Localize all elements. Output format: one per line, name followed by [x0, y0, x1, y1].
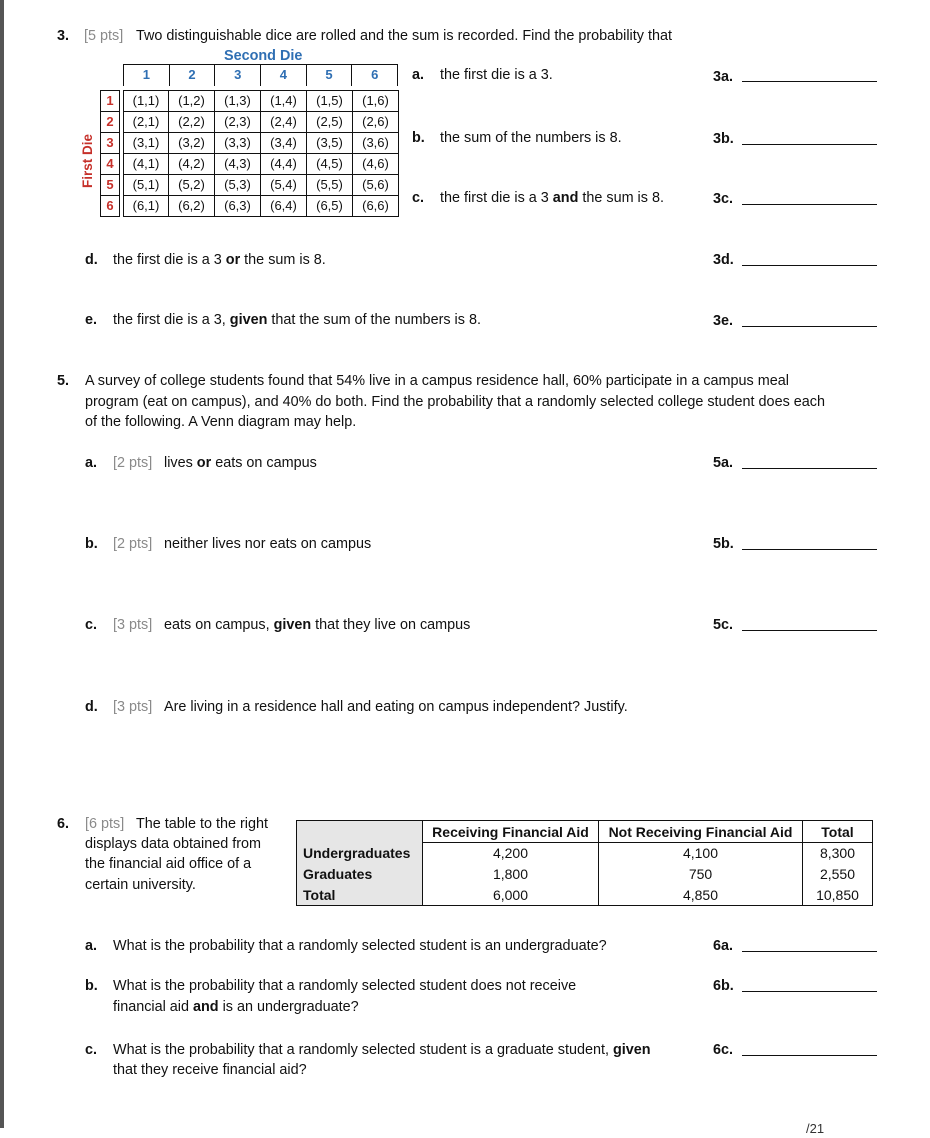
dice-row-header: 1: [100, 90, 120, 111]
q3-number: 3.: [57, 28, 70, 44]
dice-cell: (5,1): [123, 174, 169, 195]
dice-row: [100, 132, 399, 153]
dice-cell: (4,2): [169, 153, 215, 174]
q6-points: [6 pts]: [85, 816, 125, 832]
first-die-label: First Die: [80, 133, 95, 188]
dice-cell: (6,5): [307, 195, 353, 217]
dice-row-header: 4: [100, 153, 120, 174]
dice-cell: (6,2): [169, 195, 215, 217]
dice-cell: (3,2): [169, 132, 215, 153]
q5-number: 5.: [57, 373, 70, 389]
q5a-points: [2 pts]: [113, 455, 153, 471]
q5b-text: neither lives nor eats on campus: [164, 536, 372, 552]
q6c-text-pre: What is the probability that a randomly selected student is a graduate student,: [113, 1042, 613, 1058]
q6c-letter: c.: [85, 1042, 98, 1058]
q6b-text-pre: financial aid: [113, 999, 193, 1015]
q5b-points: [2 pts]: [113, 536, 153, 552]
q3a-answer-line[interactable]: [742, 81, 877, 82]
page-number-fragment: /21: [806, 1121, 825, 1136]
dice-row: [100, 174, 399, 195]
q6-number: 6.: [57, 816, 70, 832]
q5a-answer-line[interactable]: [742, 468, 877, 469]
q5c-answer-line[interactable]: [742, 630, 877, 631]
table-cell: 4,850: [599, 885, 803, 906]
q3c-text-post: the sum is 8.: [578, 190, 664, 206]
dice-cell: (3,3): [215, 132, 261, 153]
table-row-label: Graduates: [297, 864, 423, 885]
dice-cell: (5,3): [215, 174, 261, 195]
q5d-text: Are living in a residence hall and eating on campus independent? Justify.: [164, 699, 628, 715]
dice-cell: (5,2): [169, 174, 215, 195]
dice-row: [100, 195, 399, 216]
dice-cell: (6,3): [215, 195, 261, 217]
dice-col-header: 3: [215, 65, 261, 86]
q3a-letter: a.: [412, 67, 425, 83]
q6b-answer-label: 6b.: [713, 978, 734, 994]
dice-cell: (5,4): [261, 174, 307, 195]
dice-row-header: 5: [100, 174, 120, 195]
q6b-text-bold: and: [193, 999, 219, 1015]
q5b-answer-line[interactable]: [742, 549, 877, 550]
q3e-text-post: that the sum of the numbers is 8.: [267, 312, 481, 328]
q3c-letter: c.: [412, 190, 425, 206]
table-row: [297, 864, 873, 885]
table-cell: 2,550: [803, 864, 873, 885]
q3c-text-bold: and: [552, 190, 579, 206]
q6c-answer-line[interactable]: [742, 1055, 877, 1056]
dice-row-header: 6: [100, 195, 120, 217]
table-header: Receiving Financial Aid: [423, 821, 599, 843]
q3d-answer-line[interactable]: [742, 265, 877, 266]
q5-prompt-line2: program (eat on campus), and 40% do both. Find the probability that a randomly selected college student does each: [85, 394, 825, 410]
q3b-answer-label: 3b.: [713, 131, 734, 147]
dice-cell: (4,1): [123, 153, 169, 174]
q5d-points: [3 pts]: [113, 699, 153, 715]
q5b-answer-label: 5b.: [713, 536, 734, 552]
dice-cell: (4,5): [307, 153, 353, 174]
q5c-text-post: that they live on campus: [311, 617, 471, 633]
q6c-text-line1: [113, 1041, 651, 1059]
dice-cell: (2,1): [123, 111, 169, 132]
q6-prompt-line4: certain university.: [85, 877, 196, 893]
q6a-text: What is the probability that a randomly selected student is an undergraduate?: [113, 938, 607, 954]
q5a-answer-label: 5a.: [713, 455, 734, 471]
q5d-letter: d.: [85, 699, 98, 715]
q6b-text-line1: What is the probability that a randomly selected student does not receive: [113, 978, 577, 994]
dice-cell: (5,5): [307, 174, 353, 195]
q3c-answer-line[interactable]: [742, 204, 877, 205]
q6b-letter: b.: [85, 978, 98, 994]
dice-cell: (6,6): [353, 195, 399, 217]
dice-cell: (2,3): [215, 111, 261, 132]
table-cell: 4,100: [599, 843, 803, 864]
financial-aid-table: [296, 820, 873, 906]
q3c-text: [440, 189, 664, 207]
q3e-text-bold: given: [229, 312, 268, 328]
q3a-text: the first die is a 3.: [440, 67, 553, 83]
q3-points: [5 pts]: [84, 28, 124, 44]
q6a-letter: a.: [85, 938, 98, 954]
dice-cell: (3,1): [123, 132, 169, 153]
dice-cell: (1,5): [307, 90, 353, 111]
q3d-text-pre: the first die is a 3: [113, 252, 226, 268]
q3b-text: the sum of the numbers is 8.: [440, 130, 622, 146]
dice-row-header: 3: [100, 132, 120, 153]
q5a-letter: a.: [85, 455, 98, 471]
dice-column-headers: [123, 64, 398, 86]
q3e-answer-label: 3e.: [713, 313, 734, 329]
q6c-text-bold: given: [612, 1042, 651, 1058]
table-cell: 4,200: [423, 843, 599, 864]
q3d-answer-label: 3d.: [713, 252, 734, 268]
dice-cell: (2,2): [169, 111, 215, 132]
dice-cell: (3,6): [353, 132, 399, 153]
q5c-letter: c.: [85, 617, 98, 633]
q5a-text-bold: or: [196, 455, 212, 471]
q3e-letter: e.: [85, 312, 98, 328]
q6-prompt-line1: The table to the right: [136, 816, 268, 832]
q5c-text-bold: given: [273, 617, 312, 633]
dice-cell: (1,4): [261, 90, 307, 111]
dice-col-header: 6: [371, 67, 379, 82]
q5c-text-pre: eats on campus,: [164, 617, 274, 633]
dice-cell: (1,6): [353, 90, 399, 111]
table-cell: 10,850: [803, 885, 873, 906]
dice-row: [100, 90, 399, 111]
q6-prompt-line2: displays data obtained from: [85, 836, 261, 852]
table-header-row: [297, 821, 873, 843]
dice-cell: (6,1): [123, 195, 169, 217]
q3d-text-post: the sum is 8.: [240, 252, 326, 268]
q3c-text-pre: the first die is a 3: [440, 190, 553, 206]
dice-row: [100, 153, 399, 174]
q3a-answer-label: 3a.: [713, 69, 734, 85]
q6a-answer-label: 6a.: [713, 938, 734, 954]
dice-cell: (3,5): [307, 132, 353, 153]
q3d-letter: d.: [85, 252, 98, 268]
table-header: Total: [803, 821, 873, 843]
dice-cell: (4,6): [353, 153, 399, 174]
table-cell: 6,000: [423, 885, 599, 906]
table-row: [297, 843, 873, 864]
q6-prompt-line3: the financial aid office of a: [85, 856, 252, 872]
page-left-edge: [0, 0, 4, 1128]
table-row-label: Undergraduates: [297, 843, 423, 864]
q5c-text: [164, 616, 470, 634]
table-corner: [297, 821, 423, 843]
q3e-text-pre: the first die is a 3,: [113, 312, 230, 328]
dice-cell: (2,5): [307, 111, 353, 132]
dice-cell: (2,6): [353, 111, 399, 132]
dice-cell: (1,2): [169, 90, 215, 111]
q3b-letter: b.: [412, 130, 425, 146]
dice-cell: (3,4): [261, 132, 307, 153]
q5-prompt-line3: of the following. A Venn diagram may help.: [85, 414, 357, 430]
q6c-text-line2: that they receive financial aid?: [113, 1062, 307, 1078]
dice-cell: (6,4): [261, 195, 307, 217]
q3d-text-bold: or: [225, 252, 241, 268]
second-die-label: Second Die: [224, 48, 303, 64]
q6c-answer-label: 6c.: [713, 1042, 734, 1058]
dice-cell: (1,3): [215, 90, 261, 111]
q5a-text: [164, 454, 317, 472]
q3d-text: [113, 251, 326, 269]
table-cell: 750: [599, 864, 803, 885]
table-row-label: Total: [297, 885, 423, 906]
dice-row-header: 2: [100, 111, 120, 132]
q3c-answer-label: 3c.: [713, 191, 734, 207]
q3b-answer-line[interactable]: [742, 144, 877, 145]
q5a-text-post: eats on campus: [211, 455, 317, 471]
dice-cell: (1,1): [123, 90, 169, 111]
table-cell: 1,800: [423, 864, 599, 885]
q5c-points: [3 pts]: [113, 617, 153, 633]
dice-col-header: 5: [307, 65, 353, 86]
dice-cell: (2,4): [261, 111, 307, 132]
q5c-answer-label: 5c.: [713, 617, 734, 633]
q5-prompt-line1: A survey of college students found that 54% live in a campus residence hall, 60% participate in a campus meal: [85, 373, 789, 389]
table-row: [297, 885, 873, 906]
q5a-text-pre: lives: [164, 455, 197, 471]
table-header: Not Receiving Financial Aid: [599, 821, 803, 843]
dice-cell: (4,4): [261, 153, 307, 174]
q3-prompt: Two distinguishable dice are rolled and the sum is recorded. Find the probability that: [136, 28, 672, 44]
dice-col-header: 4: [261, 65, 307, 86]
table-cell: 8,300: [803, 843, 873, 864]
dice-col-header: 1: [124, 65, 170, 86]
q5b-letter: b.: [85, 536, 98, 552]
dice-cell: (4,3): [215, 153, 261, 174]
q6b-text-line2: [113, 998, 359, 1016]
q6b-text-post: is an undergraduate?: [218, 999, 359, 1015]
q3e-text: [113, 311, 481, 329]
dice-outcome-grid: [100, 90, 399, 216]
q6b-answer-line[interactable]: [742, 991, 877, 992]
q6a-answer-line[interactable]: [742, 951, 877, 952]
q3e-answer-line[interactable]: [742, 326, 877, 327]
dice-row: [100, 111, 399, 132]
dice-cell: (5,6): [353, 174, 399, 195]
dice-col-header: 2: [170, 65, 216, 86]
